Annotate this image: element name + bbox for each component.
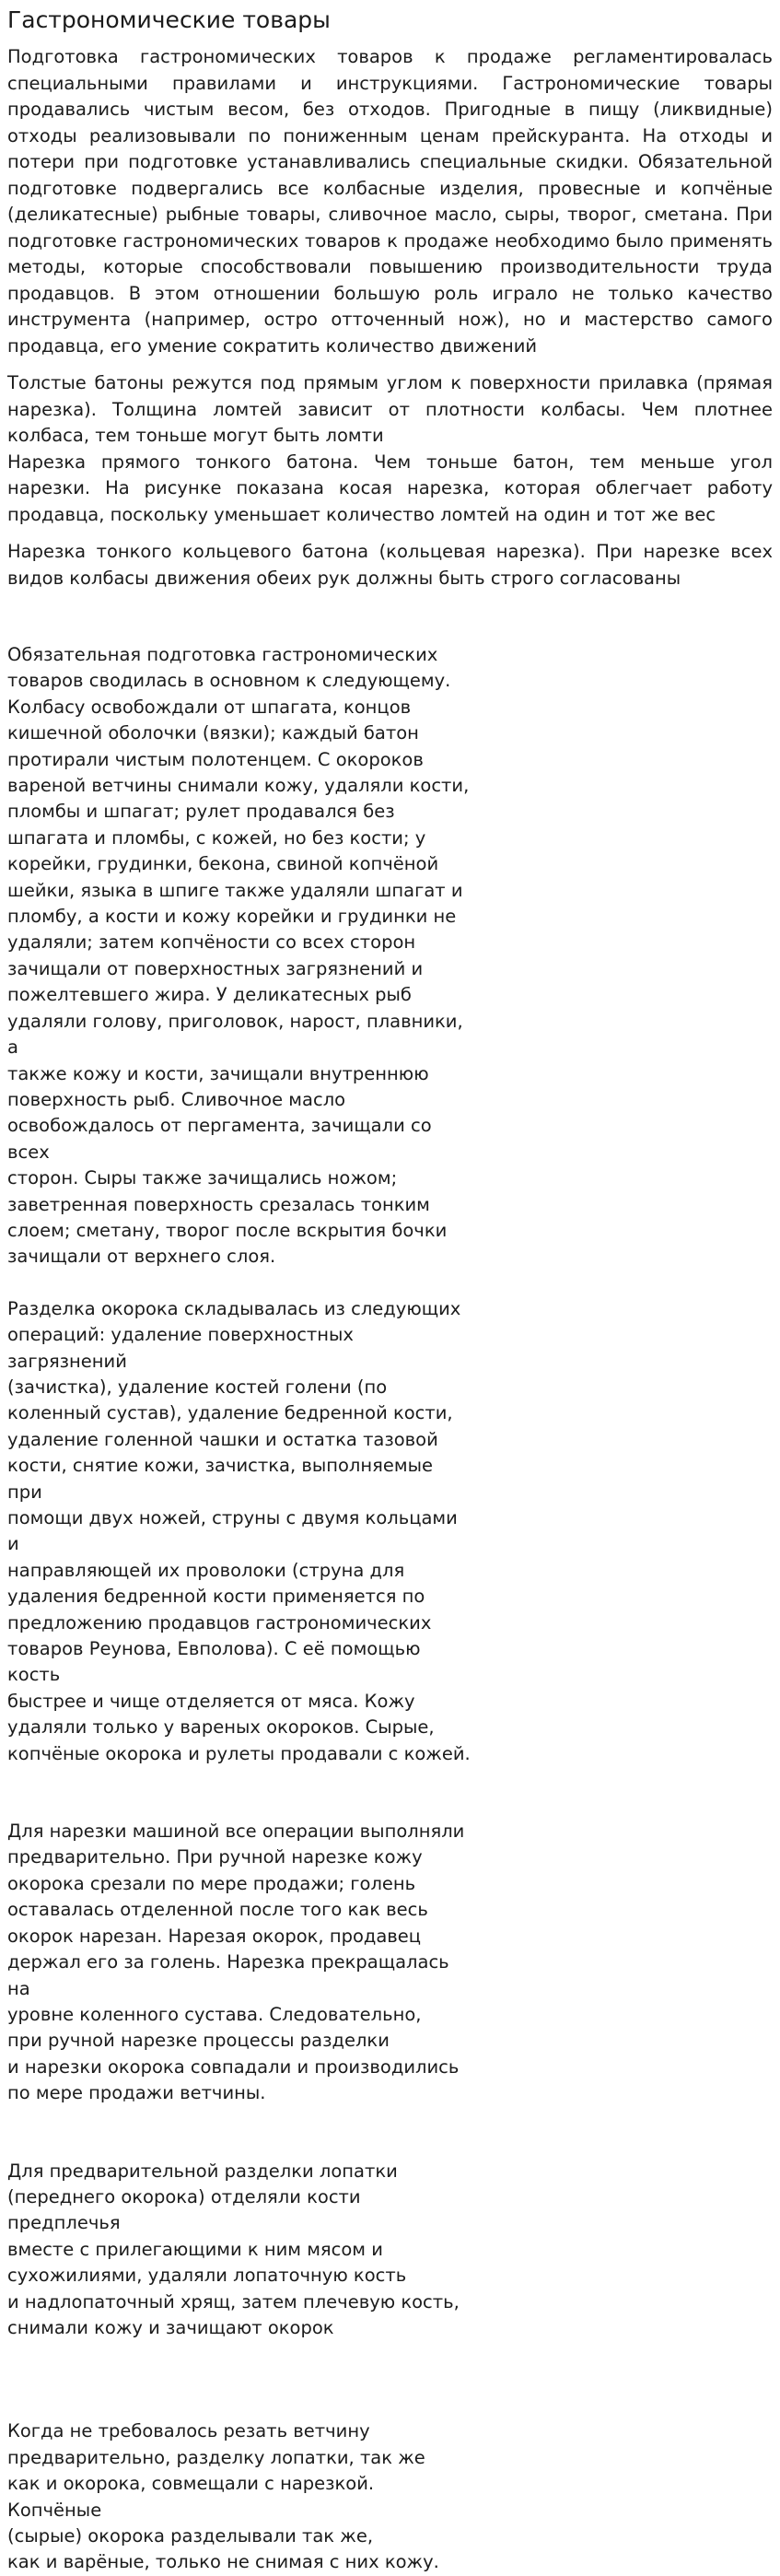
shoulder-cutting-section: Для предварительной разделки лопатки (переднего окорока) отделяли кости предплечья вместе с прилегающими к ним мясом и сухожилиями, удаляли лопаточную кость и надлопаточный хрящ, затем плечевую кость, снимали кожу и зачищают окорок: [7, 2160, 460, 2338]
combined-slicing-section: Когда не требовалось резать ветчину предварительно, разделку лопатки, так же как и окорока, совмещали с нарезкой. Копчёные (сырые) окорока разделывали так же, как и варёные, только не снимая с них кожу.: [7, 2420, 439, 2573]
ring-cut-paragraph: Нарезка тонкого кольцевого батона (кольцевая нарезка). При нарезке всех видов колбасы движения обеих рук должны быть строго согласованы: [7, 541, 773, 589]
preparation-section: Обязательная подготовка гастрономических товаров сводилась в основном к следующему. Колбасу освобождали от шпагата, концов кишечной оболочки (вязки); каждый батон протирали чистым полотенцем. С окороков вареной ветчины снимали кожу, удаляли кости, пломбы и шпагат; рулет продавался без шпагата и пломбы, с кожей, но без кости; у корейки, грудинки, бекона, свиной копчёной шейки, языка в шпиге также удаляли шпагат и пломбу, а кости и кожу корейки и грудинки не удаляли; затем копчёности со всех сторон зачищали от поверхностных загрязнений и пожелтевшего жира. У деликатесных рыб удаляли голову, приголовок, нарост, плавники, а также кожу и кости, зачищали внутреннюю поверхность рыб. Сливочное масло освобождалось от пергамента, зачищали со всех сторон. Сыры также зачищались ножом; заветренная поверхность срезалась тонким слоем; сметану, творог после вскрытия бочки зачищали от верхнего слоя.: [7, 644, 470, 1268]
page-title: Гастрономические товары: [7, 6, 331, 33]
machine-slicing-section: Для нарезки машиной все операции выполняли предварительно. При ручной нарезке кожу окорока срезали по мере продажи; голень оставалась отделенной после того как весь окорок нарезан. Нарезая окорок, продавец держал его за голень. Нарезка прекращалась на уровне коленного сустава. Следовательно, при ручной нарезке процессы разделки и нарезки окорока совпадали и производились по мере продажи ветчины.: [7, 1821, 465, 2104]
straight-cut-paragraph: Толстые батоны режутся под прямым углом к поверхности прилавка (прямая нарезка). Толщина ломтей зависит от плотности колбасы. Чем плотнее колбаса, тем тоньше могут быть ломти: [7, 372, 773, 446]
intro-paragraph: Подготовка гастрономических товаров к продаже регламентировалась специальными правилами и инструкциями. Гастрономические товары продавались чистым весом, без отходов. Пригодные в пищу (ликвидные) отходы реализовывали по пониженным ценам прейскуранта. На отходы и потери при подготовке устанавливались специальные скидки. Обязательной подготовке подвергались все колбасные изделия, провесные и копчёные (деликатесные) рыбные товары, сливочное масло, сыры, творог, сметана. При подготовке гастрономических товаров к продаже необходимо было применять методы, которые способствовали повышению производительности труда продавцов. В этом отношении большую роль играло не только качество инструмента (например, остро отточенный нож), но и мастерство самого продавца, его умение сократить количество движений: [7, 46, 773, 357]
oblique-cut-paragraph: Нарезка прямого тонкого батона. Чем тоньше батон, тем меньше угол нарезки. На рисунке показана косая нарезка, которая облегчает работу продавца, поскольку уменьшает количество ломтей на один и тот же вес: [7, 451, 773, 525]
ham-cutting-section: Разделка окорока складывалась из следующих операций: удаление поверхностных загрязнений (зачистка), удаление костей голени (по коленный сустав), удаление бедренной кости, удаление голенной чашки и остатка тазовой кости, снятие кожи, зачистка, выполняемые при помощи двух ножей, струны с двумя кольцами и направляющей их проволоки (струна для удаления бедренной кости применяется по предложению продавцов гастрономических товаров Реунова, Евполова). С её помощью кость быстрее и чище отделяется от мяса. Кожу удаляли только у вареных окороков. Сырые, копчёные окорока и рулеты продавали с кожей.: [7, 1297, 471, 1764]
article: [7, 6, 773, 2576]
